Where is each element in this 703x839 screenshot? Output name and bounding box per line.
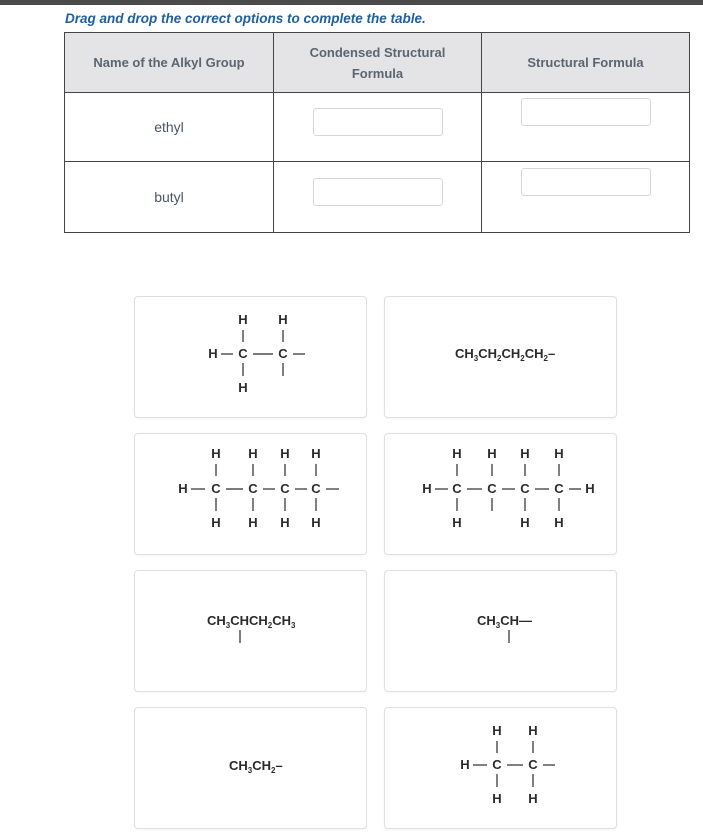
cell-structural-ethyl — [482, 93, 690, 162]
cell-structural-butyl — [482, 162, 690, 233]
atom-c: C — [311, 481, 321, 496]
atom-c: C — [452, 481, 462, 496]
option-card-butane-structural[interactable] — [384, 433, 617, 555]
atom-h: H — [211, 515, 221, 530]
atom-c: C — [211, 481, 221, 496]
secbutyl-condensed-drawing — [135, 571, 368, 693]
atom-h: H — [460, 757, 470, 772]
atom-c: C — [248, 481, 258, 496]
option-card-butyl-structural[interactable] — [134, 433, 367, 555]
atom-h: H — [422, 481, 432, 496]
condensed-text: $CH_3CH_2CH_2CH_2-$ — [455, 346, 556, 363]
cell-condensed-butyl — [274, 162, 482, 233]
butyl-structural-drawing — [135, 434, 368, 556]
atom-h: H — [278, 312, 288, 327]
atom-c: C — [528, 757, 538, 772]
top-bar — [0, 0, 703, 5]
atom-h: H — [238, 312, 248, 327]
header-name: Name of the Alkyl Group — [65, 33, 274, 93]
drop-target-condensed-ethyl[interactable] — [313, 108, 443, 136]
butane-structural-drawing — [385, 434, 618, 556]
atom-h: H — [452, 515, 462, 530]
atom-h: H — [280, 515, 290, 530]
option-card-ethylidene-condensed[interactable] — [384, 570, 617, 692]
atom-h: H — [520, 446, 530, 461]
drop-target-condensed-butyl[interactable] — [313, 178, 443, 206]
header-condensed — [274, 33, 482, 93]
atom-c: C — [280, 481, 290, 496]
condensed-text: $CH_3CH—$ — [477, 613, 533, 630]
ethyl-structural-drawing — [135, 297, 368, 419]
row-name-ethyl: ethyl — [65, 93, 274, 162]
atom-h: H — [208, 346, 218, 361]
drop-target-structural-ethyl[interactable] — [521, 98, 651, 126]
atom-h: H — [492, 723, 502, 738]
row-name-butyl: butyl — [65, 162, 274, 233]
option-card-ethyl-structural[interactable] — [134, 296, 367, 418]
condensed-text: $CH_3CHCH_2CH_3$ — [207, 613, 296, 630]
ethylidene-condensed-drawing — [385, 571, 618, 693]
answer-table — [64, 32, 690, 233]
atom-h: H — [554, 515, 564, 530]
table-row — [65, 162, 690, 233]
atom-h: H — [280, 446, 290, 461]
atom-h: H — [211, 446, 221, 461]
atom-c: C — [554, 481, 564, 496]
atom-h: H — [554, 446, 564, 461]
table-row — [65, 93, 690, 162]
instruction-text: Drag and drop the correct options to complete the table. — [65, 11, 426, 26]
atom-h: H — [248, 446, 258, 461]
atom-h: H — [452, 446, 462, 461]
butyl-condensed-drawing — [385, 297, 618, 419]
atom-c: C — [492, 757, 502, 772]
header-structural: Structural Formula — [482, 33, 690, 93]
header-condensed-line1: Condensed Structural — [309, 44, 446, 60]
drop-target-structural-butyl[interactable] — [521, 168, 651, 196]
atom-h: H — [487, 446, 497, 461]
header-condensed-line2: Formula — [351, 65, 404, 81]
table-header-row — [65, 33, 690, 93]
atom-h: H — [520, 515, 530, 530]
atom-h: H — [248, 515, 258, 530]
ethane-structural-drawing — [385, 708, 618, 830]
option-card-ethyl-condensed[interactable] — [134, 707, 367, 829]
atom-h: H — [528, 723, 538, 738]
atom-h: H — [311, 446, 321, 461]
atom-c: C — [520, 481, 530, 496]
option-card-butyl-condensed[interactable] — [384, 296, 617, 418]
atom-c: C — [278, 346, 288, 361]
atom-h: H — [311, 515, 321, 530]
cell-condensed-ethyl — [274, 93, 482, 162]
option-card-secbutyl-condensed[interactable] — [134, 570, 367, 692]
atom-c: C — [487, 481, 497, 496]
atom-c: C — [238, 346, 248, 361]
condensed-text: $CH_3CH_2-$ — [229, 758, 283, 775]
atom-h: H — [238, 380, 248, 395]
option-card-ethane-structural[interactable] — [384, 707, 617, 829]
atom-h: H — [585, 481, 595, 496]
atom-h: H — [492, 791, 502, 806]
atom-h: H — [178, 481, 188, 496]
atom-h: H — [528, 791, 538, 806]
ethyl-condensed-drawing — [135, 708, 368, 830]
